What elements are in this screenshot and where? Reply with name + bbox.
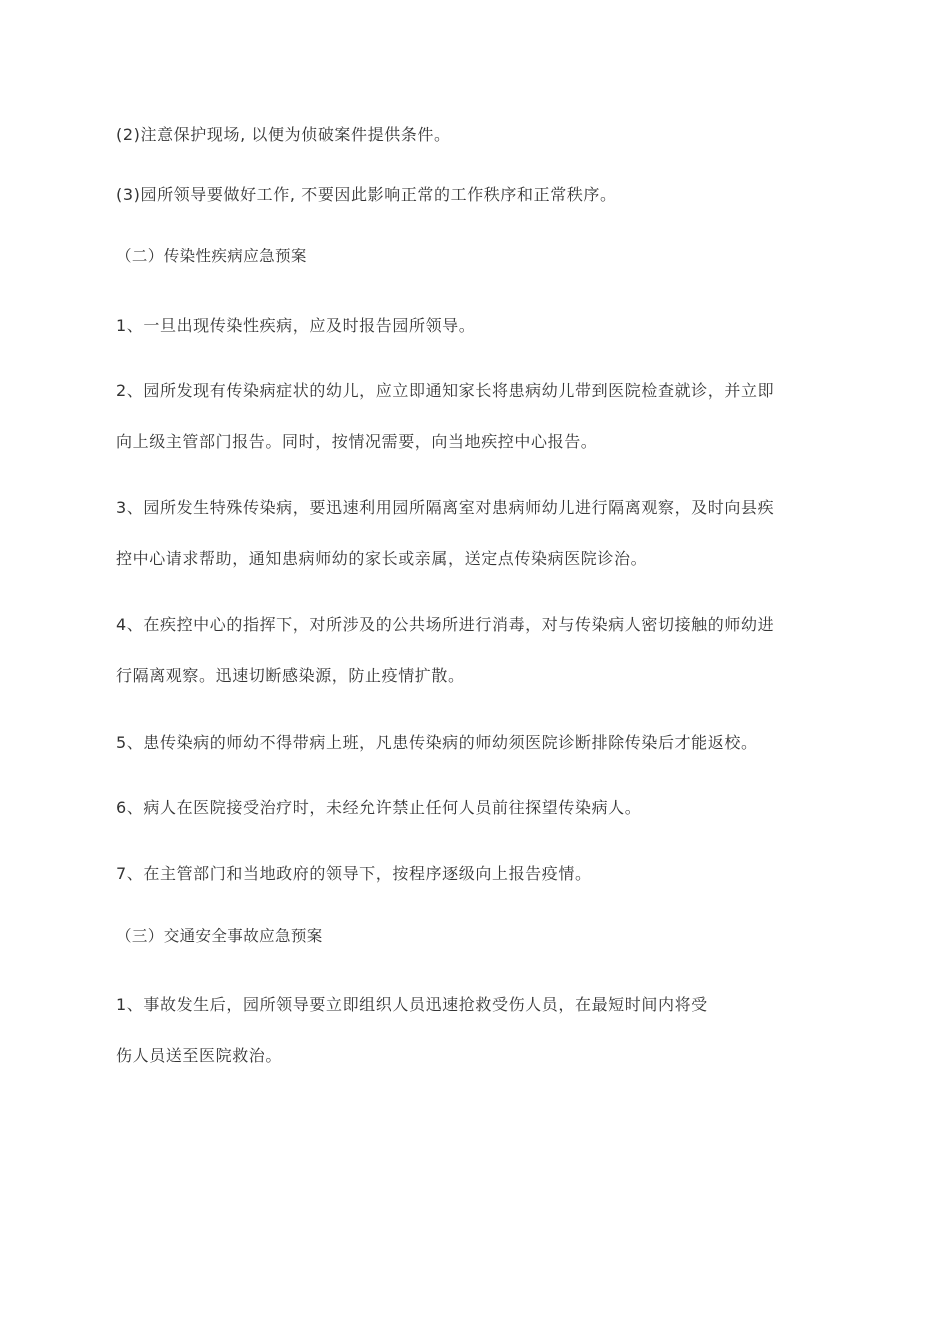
- section-heading: （三）交通安全事故应急预案: [116, 927, 323, 945]
- paragraph-line: 行隔离观察。迅速切断感染源，防止疫情扩散。: [116, 666, 465, 685]
- paragraph-line: (2)注意保护现场, 以便为侦破案件提供条件。: [116, 125, 451, 144]
- paragraph-line: 2、园所发现有传染病症状的幼儿，应立即通知家长将患病幼儿带到医院检查就诊，并立即: [116, 381, 775, 400]
- paragraph-line: 控中心请求帮助，通知患病师幼的家长或亲属，送定点传染病医院诊治。: [116, 549, 648, 568]
- paragraph-line: 1、一旦出现传染性疾病，应及时报告园所领导。: [116, 316, 476, 335]
- section-heading: （二）传染性疾病应急预案: [116, 247, 307, 265]
- paragraph-line: 7、在主管部门和当地政府的领导下，按程序逐级向上报告疫情。: [116, 864, 592, 883]
- paragraph-line: 1、事故发生后，园所领导要立即组织人员迅速抢救受伤人员，在最短时间内将受: [116, 995, 708, 1014]
- paragraph-line: (3)园所领导要做好工作, 不要因此影响正常的工作秩序和正常秩序。: [116, 185, 617, 204]
- paragraph-line: 6、病人在医院接受治疗时，未经允许禁止任何人员前往探望传染病人。: [116, 798, 642, 817]
- paragraph-line: 3、园所发生特殊传染病，要迅速利用园所隔离室对患病师幼儿进行隔离观察，及时向县疾: [116, 498, 775, 517]
- paragraph-line: 伤人员送至医院救治。: [116, 1046, 283, 1065]
- paragraph-line: 5、患传染病的师幼不得带病上班，凡患传染病的师幼须医院诊断排除传染后才能返校。: [116, 733, 758, 752]
- paragraph-line: 4、在疾控中心的指挥下，对所涉及的公共场所进行消毒，对与传染病人密切接触的师幼进: [116, 615, 775, 634]
- paragraph-line: 向上级主管部门报告。同时，按情况需要，向当地疾控中心报告。: [116, 432, 598, 451]
